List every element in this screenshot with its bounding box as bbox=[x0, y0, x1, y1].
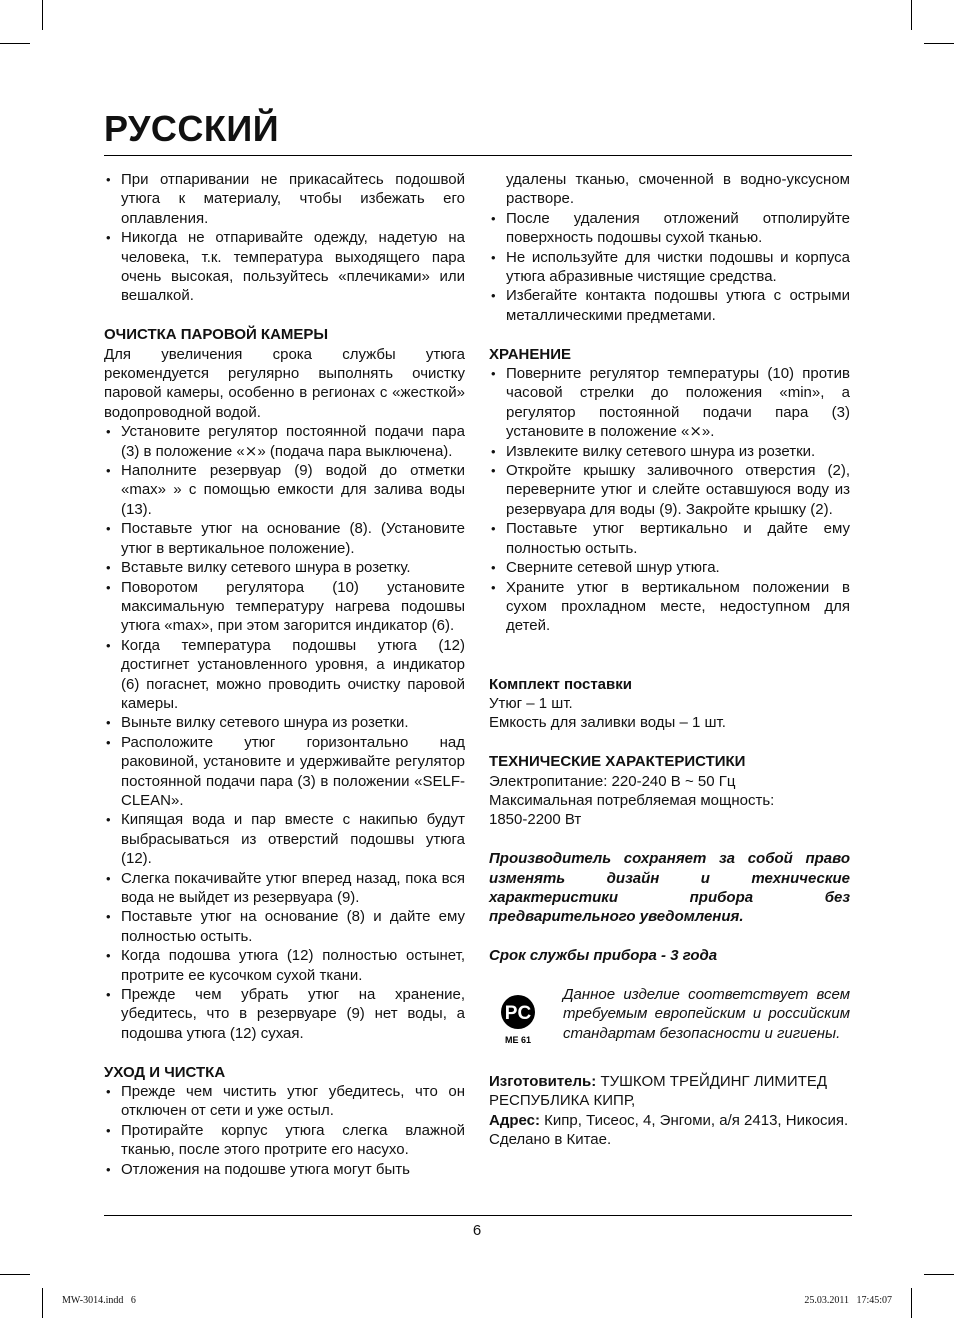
bullet-item: • Поставьте утюг на основание (8). (Установите утюг в вертикальное положение). bbox=[104, 519, 465, 558]
country: РЕСПУБЛИКА КИПР, bbox=[489, 1092, 636, 1110]
bullet-item: • Когда подошва утюга (12) полностью остынет, протрите ее кусочком сухой ткани. bbox=[104, 946, 465, 985]
crop-mark bbox=[924, 1274, 954, 1275]
crop-mark bbox=[42, 0, 43, 30]
bullet-item: • Не используйте для чистки подошвы и корпуса утюга абразивные чистящие средства. bbox=[489, 248, 850, 287]
crop-mark bbox=[911, 1288, 912, 1318]
rst-certification-logo bbox=[489, 991, 549, 1052]
care-bullet-list-continued bbox=[489, 209, 850, 325]
bullet-item: • Откройте крышку заливочного отверстия (2), переверните утюг и слейте оставшуюся воду из резервуара для воды (9). Закройте крышку (2). bbox=[489, 461, 850, 519]
address: Кипр, Тисеос, 4, Энгоми, а/я 2413, Никосия. bbox=[544, 1111, 849, 1129]
bullet-item: • Кипящая вода и пар вместе с накипью будут выбрасываться из отверстий подошвы утюга (12). bbox=[104, 810, 465, 868]
cleaning-bullet-list bbox=[104, 422, 465, 1043]
manufacturer-notice: Производитель сохраняет за собой право изменять дизайн и технические характеристики прибора без предварительного уведомления. bbox=[489, 850, 850, 926]
made-in: Сделано в Китае. bbox=[489, 1130, 612, 1148]
crop-mark bbox=[0, 43, 30, 44]
spec-line: 1850-2200 Вт bbox=[489, 811, 582, 829]
intro-bullet-list bbox=[104, 170, 465, 306]
bullet-item: • Сверните сетевой шнур утюга. bbox=[489, 558, 850, 577]
right-column bbox=[489, 170, 850, 1149]
bullet-item: • Поворотом регулятора (10) установите максимальную температуру нагрева подошвы утюга «max», при этом загорится индикатор (6). bbox=[104, 578, 465, 636]
footer-rule bbox=[104, 1215, 852, 1216]
page-number: 6 bbox=[472, 1222, 482, 1239]
certification-block bbox=[489, 985, 850, 1052]
bullet-item: • Поставьте утюг вертикально и дайте ему полностью остыть. bbox=[489, 519, 850, 558]
left-column bbox=[104, 170, 465, 1179]
bullet-item: • Прежде чем чистить утюг убедитесь, что он отключен от сети и уже остыл. bbox=[104, 1082, 465, 1121]
manufacturer-line bbox=[489, 1072, 850, 1091]
bullet-item: • Поверните регулятор температуры (10) против часовой стрелки до положения «min», а регулятор постоянной подачи пара (3) установите в положение «⨯». bbox=[489, 364, 850, 442]
section-heading-specs: ТЕХНИЧЕСКИЕ ХАРАКТЕРИСТИКИ bbox=[489, 753, 746, 771]
cert-logo-code: МЕ 61 bbox=[504, 1034, 532, 1045]
storage-bullet-list bbox=[489, 364, 850, 636]
section-heading-cleaning: ОЧИСТКА ПАРОВОЙ КАМЕРЫ bbox=[104, 326, 329, 344]
bullet-item: • Наполните резервуар (9) водой до отметки «max» » с помощью емкости для залива воды (13). bbox=[104, 461, 465, 519]
bullet-item: • Протирайте корпус утюга слегка влажной тканью, после этого протрите его насухо. bbox=[104, 1121, 465, 1160]
certification-text: Данное изделие соответствует всем требуемым европейским и российским стандартам безопасности и гигиены. bbox=[563, 985, 850, 1042]
manufacturer-name: ТУШКОМ ТРЕЙДИНГ ЛИМИТЕД bbox=[600, 1072, 828, 1090]
crop-mark bbox=[0, 1274, 30, 1275]
care-continuation: удалены тканью, смоченной в водно-уксусном растворе. bbox=[506, 171, 850, 208]
bullet-item: • Установите регулятор постоянной подачи пара (3) в положение «⨯» (подача пара выключена). bbox=[104, 422, 465, 461]
header-rule bbox=[104, 155, 852, 156]
bullet-item: • Вставьте вилку сетевого шнура в розетку. bbox=[104, 558, 465, 577]
package-item: Утюг – 1 шт. bbox=[489, 694, 573, 712]
bullet-item: • Избегайте контакта подошвы утюга с острыми металлическими предметами. bbox=[489, 286, 850, 325]
crop-mark bbox=[911, 0, 912, 30]
bullet-item: • При отпаривании не прикасайтесь подошвой утюга к материалу, чтобы избежать его оплавления. bbox=[104, 170, 465, 228]
bullet-item: • Поставьте утюг на основание (8) и дайте ему полностью остыть. bbox=[104, 907, 465, 946]
bullet-item: • Никогда не отпаривайте одежду, надетую на человека, т.к. температура выходящего пара очень высокая, пользуйтесь «плечиками» или вешалкой. bbox=[104, 228, 465, 306]
bullet-item: • Храните утюг в вертикальном положении в сухом прохладном месте, недоступном для детей. bbox=[489, 578, 850, 636]
address-label: Адрес: bbox=[489, 1111, 540, 1129]
care-bullet-list bbox=[104, 1082, 465, 1179]
bullet-item: • Расположите утюг горизонтально над раковиной, установите и удерживайте регулятор постоянной подачи пара (3) в положении «SELF-CLEAN». bbox=[104, 733, 465, 811]
bullet-item: • Отложения на подошве утюга могут быть bbox=[104, 1160, 465, 1179]
svg-text:PC: PC bbox=[504, 1002, 532, 1024]
bullet-item: • Выньте вилку сетевого шнура из розетки. bbox=[104, 713, 465, 732]
spec-line: Максимальная потребляемая мощность: bbox=[489, 791, 775, 809]
slug-timestamp: 25.03.2011 17:45:07 bbox=[804, 1295, 892, 1306]
bullet-item: • Прежде чем убрать утюг на хранение, убедитесь, что в резервуаре (9) нет воды, а подошва утюга (12) сухая. bbox=[104, 985, 465, 1043]
service-life: Срок службы прибора - 3 года bbox=[489, 947, 718, 965]
page-title: РУССКИЙ bbox=[104, 108, 280, 149]
bullet-item: • После удаления отложений отполируйте поверхность подошвы сухой тканью. bbox=[489, 209, 850, 248]
bullet-item: • Когда температура подошвы утюга (12) достигнет установленного уровня, а индикатор (6) погаснет, можно проводить очистку паровой камеры. bbox=[104, 636, 465, 714]
slug-file-info: MW-3014.indd 6 bbox=[62, 1295, 136, 1306]
crop-mark bbox=[924, 43, 954, 44]
section-heading-package: Комплект поставки bbox=[489, 675, 632, 693]
crop-mark bbox=[42, 1288, 43, 1318]
manufacturer-label: Изготовитель: bbox=[489, 1072, 597, 1090]
bullet-item: • Извлеките вилку сетевого шнура из розетки. bbox=[489, 442, 850, 461]
bullet-item: • Слегка покачивайте утюг вперед назад, пока вся вода не выйдет из резервуара (9). bbox=[104, 869, 465, 908]
cleaning-intro: Для увеличения срока службы утюга рекомендуется регулярно выполнять очистку паровой камеры, особенно в регионах с «жесткой» водопроводной водой. bbox=[104, 345, 465, 421]
package-item: Емкость для заливки воды – 1 шт. bbox=[489, 714, 726, 732]
section-heading-care: УХОД И ЧИСТКА bbox=[104, 1063, 226, 1081]
address-line bbox=[489, 1111, 850, 1130]
spec-line: Электропитание: 220-240 В ~ 50 Гц bbox=[489, 772, 736, 790]
section-heading-storage: ХРАНЕНИЕ bbox=[489, 345, 571, 363]
